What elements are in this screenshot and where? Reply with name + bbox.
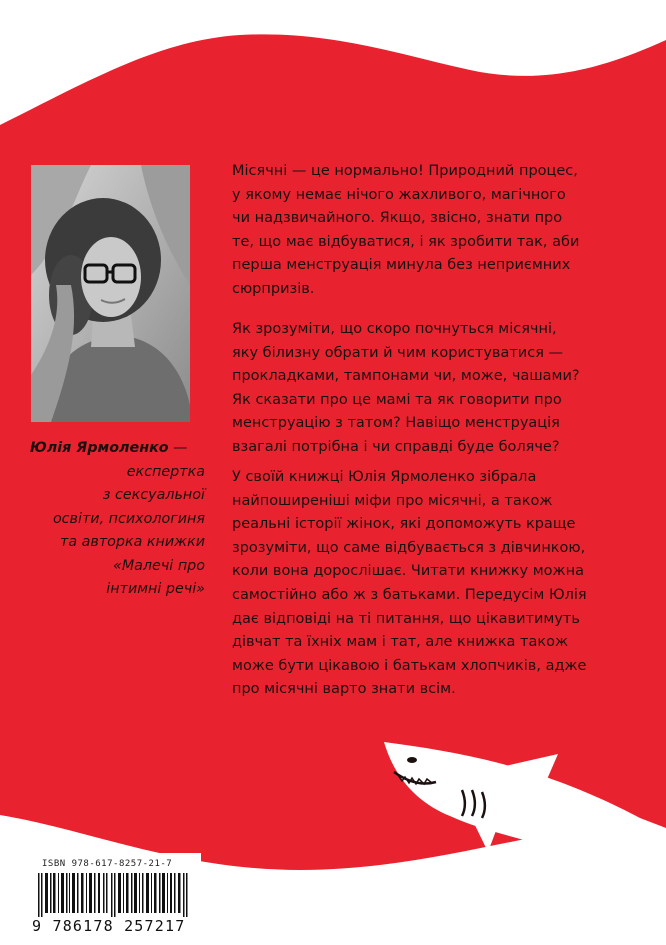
author-name: Юлія Ярмоленко	[30, 440, 169, 456]
barcode-bars	[34, 873, 194, 917]
description-paragraph-3	[232, 466, 642, 702]
author-bio-line: експертка	[126, 463, 205, 480]
description-line: взагалі потрібна і чи справді буде боляче?	[232, 438, 560, 455]
author-bio	[30, 437, 205, 602]
description-paragraph-1	[232, 160, 642, 302]
barcode	[26, 853, 201, 938]
description-paragraph-2	[232, 318, 642, 460]
description-line: дівчат та їхніх мам і тат, але книжка також	[232, 634, 569, 651]
description-line: у якому немає нічого жахливого, магічного	[232, 186, 566, 203]
description-line: коли вона дорослішає. Читати книжку можна	[232, 563, 584, 580]
description-line: прокладками, тампонами чи, може, чашами?	[232, 368, 580, 385]
description-line: У своїй книжці Юлія Ярмоленко зібрала	[232, 469, 537, 485]
top-wave-decoration	[0, 0, 666, 140]
description-line: Як зрозуміти, що скоро почнуться місячні,	[232, 321, 557, 337]
description-line: менструацію з татом? Навіщо менструація	[232, 415, 560, 432]
author-bio-first-line: Юлія Ярмоленко —	[30, 440, 188, 456]
author-photo	[31, 165, 190, 422]
description-line: Як сказати про це мамі та як говорити про	[232, 391, 562, 408]
description-line: реальні історії жінок, які допоможуть краще	[232, 516, 576, 533]
description-line: чи надзвичайного. Якщо, звісно, знати про	[232, 210, 563, 227]
description-line: перша менструація минула без неприємних	[232, 257, 571, 274]
author-bio-line: та авторка книжки	[60, 534, 205, 550]
description-line: Місячні — це нормально! Природний процес,	[232, 163, 578, 179]
author-bio-line: з сексуальної	[102, 487, 205, 503]
description-line: дає відповіді на ті питання, що цікавитимуть	[232, 610, 580, 627]
description-line: самостійно або ж з батьками. Передусім Юлія	[232, 586, 587, 603]
description-line: може бути цікавою і батькам хлопчиків, адже	[232, 657, 587, 674]
author-bio-line: «Малечі про	[113, 557, 205, 574]
author-bio-line: інтимні речі»	[106, 581, 205, 597]
description-line: про місячні варто знати всім.	[232, 681, 456, 698]
barcode-digits: 9 786178 257217	[32, 917, 186, 935]
description-line: найпоширеніші міфи про місячні, а також	[232, 492, 553, 509]
author-bio-line: освіти, психологиня	[52, 510, 205, 527]
description-line: сюрпризів.	[232, 280, 315, 297]
description-line: яку білизну обрати й чим користуватися —	[232, 344, 564, 361]
description-line: зрозуміти, що саме відбувається з дівчинкою,	[232, 539, 586, 556]
isbn-label: ISBN 978-617-8257-21-7	[42, 859, 173, 869]
description-line: те, що має відбуватися, і як зробити так, аби	[232, 233, 580, 250]
